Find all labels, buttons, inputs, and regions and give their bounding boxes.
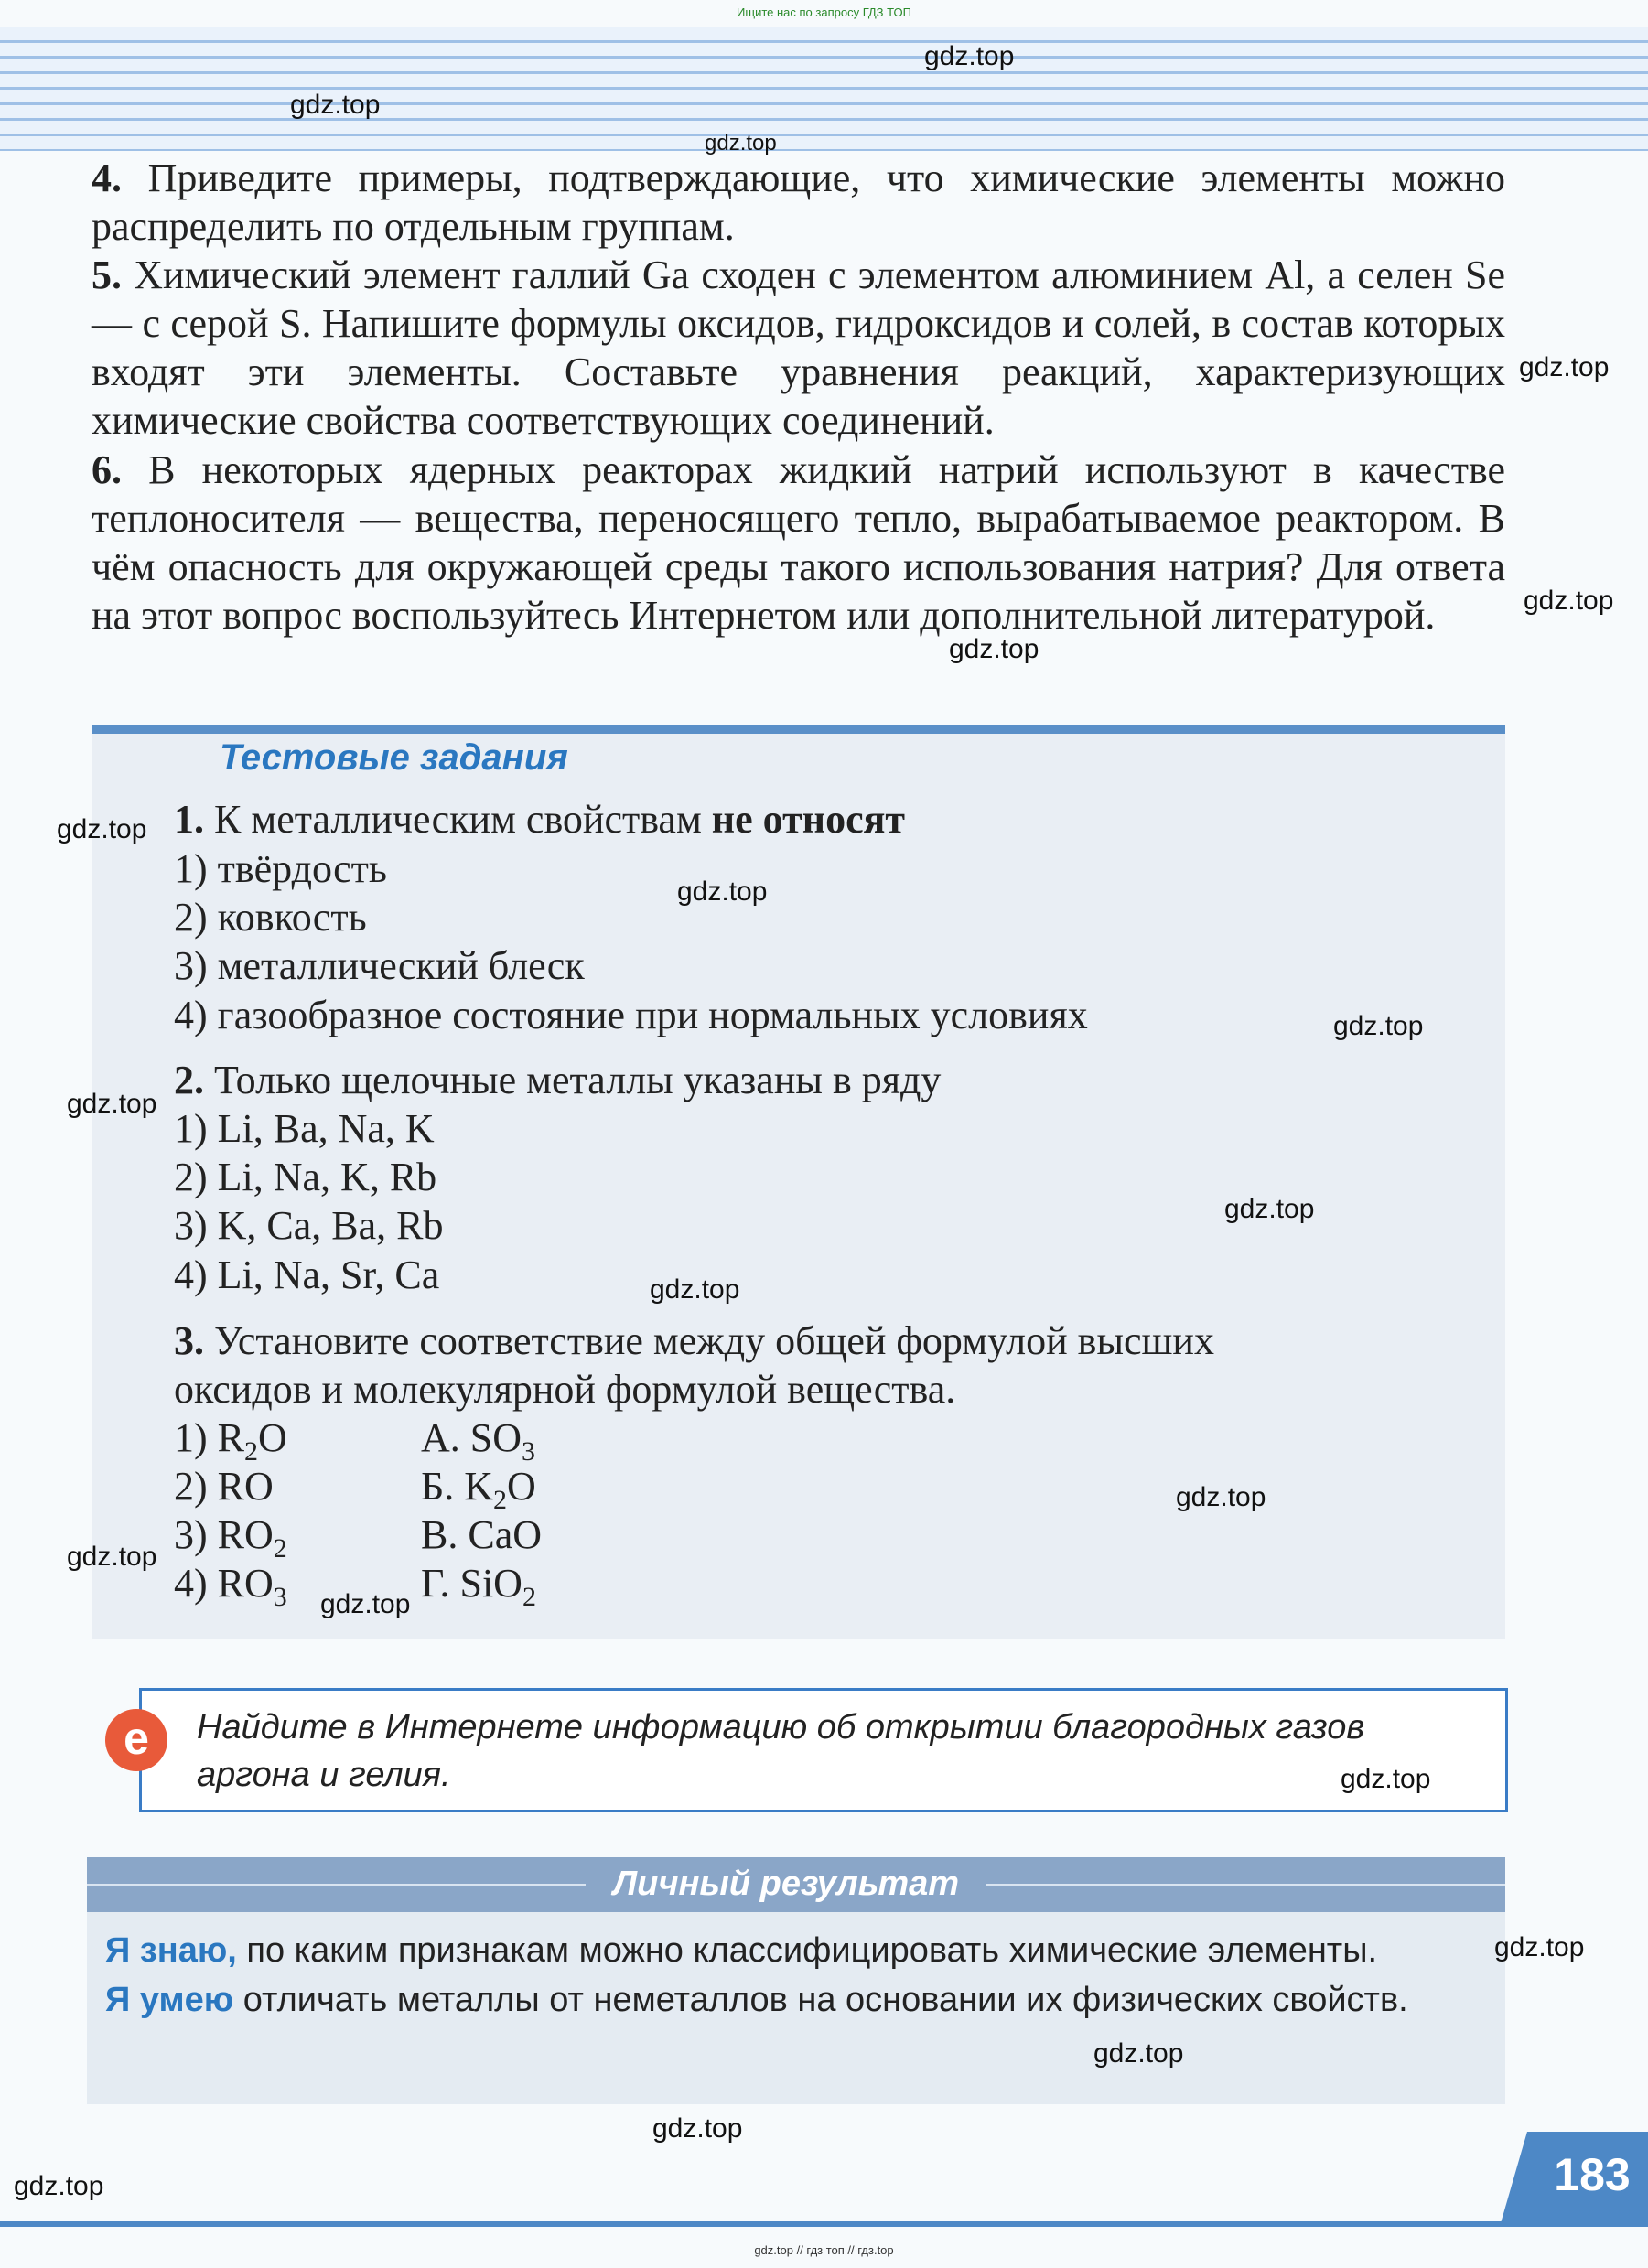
header-note: Ищите нас по запросу ГДЗ ТОП: [737, 5, 911, 19]
formula-tail: O: [507, 1464, 536, 1509]
page-number: 183: [1554, 2149, 1631, 2200]
watermark: gdz.top: [67, 1542, 157, 1572]
test-2-option: 1) Li, Ba, Na, K: [174, 1106, 435, 1151]
formula-letter: Б.: [421, 1464, 455, 1509]
test-1-option: 4) газообразное состояние при нормальных условиях: [174, 993, 1088, 1037]
test-3-question-line2: оксидов и молекулярной формулой вещества.: [174, 1367, 956, 1412]
formula-tail: O: [258, 1415, 287, 1460]
question-6: [92, 446, 1505, 640]
watermark: gdz.top: [1333, 1011, 1424, 1041]
test-2-option: 4) Li, Na, Sr, Ca: [174, 1252, 440, 1297]
formula-left: [174, 1560, 287, 1621]
watermark: gdz.top: [67, 1089, 157, 1119]
test-2-option: 3) K, Ca, Ba, Rb: [174, 1203, 444, 1248]
test-text: Установите соответствие между общей формулой высших: [214, 1318, 1214, 1363]
watermark: gdz.top: [1341, 1764, 1431, 1794]
formula-right: [421, 1560, 536, 1621]
personal-result-text: [105, 1926, 1487, 2025]
test-1-option: 1) твёрдость: [174, 846, 387, 891]
watermark: gdz.top: [650, 1274, 740, 1305]
watermark: gdz.top: [1519, 352, 1610, 382]
watermark: gdz.top: [57, 814, 147, 844]
formula-main: SO: [469, 1415, 522, 1460]
test-emphasis: не относят: [711, 797, 906, 842]
question-5: [92, 251, 1505, 445]
can-label: Я умею: [105, 1981, 234, 2019]
personal-result-title: Личный результат: [586, 1863, 986, 1905]
test-section-heading: Тестовые задания: [220, 737, 568, 778]
watermark: gdz.top: [14, 2171, 104, 2201]
test-1-option: 3) металлический блеск: [174, 943, 585, 988]
formula-letter: В.: [421, 1512, 458, 1557]
formula-subscript: 2: [244, 1436, 259, 1467]
formula-subscript: 3: [273, 1582, 287, 1612]
watermark: gdz.top: [924, 41, 1015, 71]
watermark: gdz.top: [1524, 586, 1614, 616]
formula-number: 1): [174, 1415, 208, 1460]
test-2-question: [174, 1057, 941, 1104]
test-3-question-line1: [174, 1317, 1214, 1365]
formula-subscript: 2: [493, 1485, 508, 1515]
formula-number: 2): [174, 1464, 208, 1509]
formula-main: RO: [217, 1464, 274, 1509]
test-number: 1.: [174, 797, 204, 842]
watermark: gdz.top: [1224, 1194, 1315, 1224]
test-text: Только щелочные металлы указаны в ряду: [214, 1058, 942, 1102]
watermark: gdz.top: [677, 876, 768, 907]
formula-main: RO: [217, 1512, 274, 1557]
question-number: 5.: [92, 253, 122, 297]
footer-note: gdz.top // гдз топ // гдз.top: [754, 2243, 894, 2257]
formula-main: R: [217, 1415, 245, 1460]
formula-letter: А.: [421, 1415, 460, 1460]
formula-letter: Г.: [421, 1561, 450, 1606]
formula-subscript: 3: [522, 1436, 536, 1467]
watermark: gdz.top: [705, 131, 777, 156]
question-number: 6.: [92, 447, 122, 492]
watermark: gdz.top: [320, 1589, 411, 1619]
header-stripes: [0, 27, 1648, 151]
bottom-rule: [0, 2221, 1648, 2227]
test-section-bar: [92, 725, 1505, 734]
internet-e-icon: e: [105, 1709, 167, 1771]
watermark: gdz.top: [290, 90, 381, 120]
watermark: gdz.top: [1494, 1932, 1585, 1962]
internet-task-text: Найдите в Интернете информацию об открытии благородных газов аргона и гелия.: [197, 1708, 1365, 1794]
formula-main: SiO: [459, 1561, 522, 1606]
watermark: gdz.top: [1176, 1482, 1266, 1512]
question-text: В некоторых ядерных реакторах жидкий натрий используют в качестве теплоносителя — вещества, переносящего тепло, вырабатываемое реактором. В чём опасность для окружающей среды такого использования натрия? Для ответа на этот вопрос воспользуйтесь Интернетом или дополнительной литературой.: [92, 447, 1505, 638]
question-4: [92, 154, 1505, 251]
test-1-option: 2) ковкость: [174, 895, 367, 940]
know-label: Я знаю,: [105, 1931, 237, 1970]
test-number: 2.: [174, 1058, 204, 1102]
formula-number: 3): [174, 1512, 208, 1557]
formula-main: RO: [217, 1561, 274, 1606]
know-text: по каким признакам можно классифицировать химические элементы.: [236, 1931, 1378, 1970]
question-text: Приведите примеры, подтверждающие, что химические элементы можно распределить по отдельным группам.: [92, 156, 1506, 249]
watermark: gdz.top: [949, 634, 1039, 664]
test-prefix: К металлическим свойствам: [214, 797, 702, 842]
test-number: 3.: [174, 1318, 204, 1363]
watermark: gdz.top: [1093, 2038, 1184, 2069]
test-2-option: 2) Li, Na, K, Rb: [174, 1155, 437, 1199]
question-number: 4.: [92, 156, 122, 200]
formula-subscript: 2: [273, 1533, 287, 1564]
formula-main: K: [464, 1464, 494, 1509]
formula-subscript: 2: [522, 1582, 536, 1612]
formula-main: CaO: [468, 1512, 543, 1557]
test-1-question: [174, 796, 905, 844]
question-text: Химический элемент галлий Ga сходен с элементом алюминием Al, а селен Se — с серой S. Напишите формулы оксидов, гидроксидов и солей, в состав которых входят эти элементы. Составьте уравнения реакций, характеризующих химические свойства соответствующих соединений.: [92, 253, 1506, 443]
can-text: отличать металлы от неметаллов на основании их физических свойств.: [233, 1981, 1408, 2019]
watermark: gdz.top: [652, 2113, 743, 2144]
formula-number: 4): [174, 1561, 208, 1606]
